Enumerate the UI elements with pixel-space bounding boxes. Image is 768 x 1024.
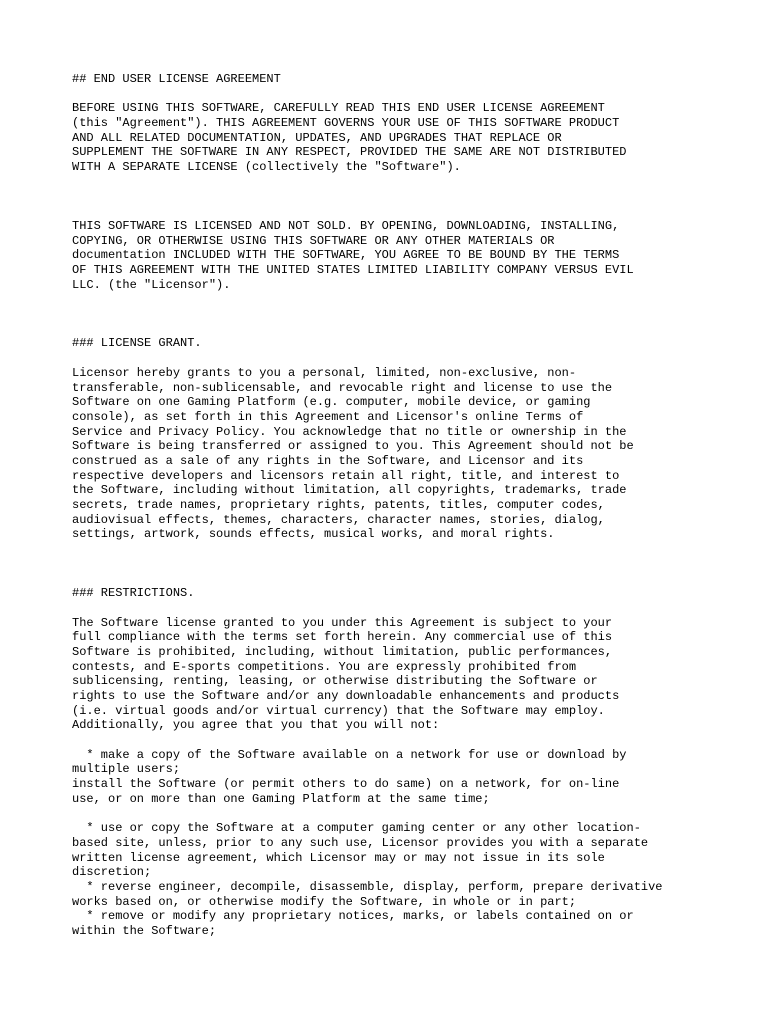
license-document: [72, 72, 712, 939]
bullet-line: within the Software;: [72, 923, 217, 938]
bullet-line: * make a copy of the Software available on a network for use or download by: [72, 747, 627, 762]
restrictions-line: Software is prohibited, including, without limitation, public performances,: [72, 644, 613, 659]
restrictions-bullet-list: [72, 821, 712, 939]
bullet-line: works based on, or otherwise modify the Software, in whole or in part;: [72, 894, 577, 909]
licensed-line: THIS SOFTWARE IS LICENSED AND NOT SOLD. BY OPENING, DOWNLOADING, INSTALLING,: [72, 218, 620, 233]
bullet-line: use, or on more than one Gaming Platform at the same time;: [72, 791, 490, 806]
grant-line: respective developers and licensors retain all right, title, and interest to: [72, 468, 620, 483]
licensed-line: OF THIS AGREEMENT WITH THE UNITED STATES LIMITED LIABILITY COMPANY VERSUS EVIL: [72, 262, 634, 277]
grant-line: transferable, non-sublicensable, and revocable right and license to use the: [72, 380, 613, 395]
grant-line: Software is being transferred or assigned to you. This Agreement should not be: [72, 439, 634, 454]
licensed-paragraph: [72, 219, 712, 292]
licensed-line: COPYING, OR OTHERWISE USING THIS SOFTWARE OR ANY OTHER MATERIALS OR: [72, 233, 555, 248]
heading-restrictions: ### RESTRICTIONS.: [72, 586, 195, 601]
restrictions-line: Additionally, you agree that you that you will not:: [72, 718, 440, 733]
bullet-line: written license agreement, which Licensor may or may not issue in its sole: [72, 850, 605, 865]
grant-line: Service and Privacy Policy. You acknowledge that no title or ownership in the: [72, 424, 627, 439]
restrictions-line: The Software license granted to you under this Agreement is subject to your: [72, 615, 613, 630]
restrictions-line: rights to use the Software and/or any downloadable enhancements and products: [72, 688, 620, 703]
bullet-line: discretion;: [72, 865, 152, 880]
intro-line: (this "Agreement"). THIS AGREEMENT GOVERNS YOUR USE OF THIS SOFTWARE PRODUCT: [72, 116, 620, 131]
bullet-line: multiple users;: [72, 762, 181, 777]
intro-line: WITH A SEPARATE LICENSE (collectively the "Software").: [72, 160, 461, 175]
restrictions-line: (i.e. virtual goods and/or virtual currency) that the Software may employ.: [72, 703, 605, 718]
grant-line: secrets, trade names, proprietary rights, patents, titles, computer codes,: [72, 498, 605, 512]
grant-line: Software on one Gaming Platform (e.g. computer, mobile device, or gaming: [72, 395, 591, 410]
grant-line: construed as a sale of any rights in the Software, and Licensor and its: [72, 453, 584, 468]
bullet-line: install the Software (or permit others to do same) on a network, for on-line: [72, 777, 620, 792]
intro-line: AND ALL RELATED DOCUMENTATION, UPDATES, AND UPGRADES THAT REPLACE OR: [72, 130, 562, 145]
intro-paragraph: [72, 101, 712, 174]
restrictions-line: contests, and E-sports competitions. You are expressly prohibited from: [72, 659, 577, 674]
restrictions-paragraph: [72, 616, 712, 734]
grant-line: settings, artwork, sounds effects, musical works, and moral rights.: [72, 527, 555, 542]
grant-line: Licensor hereby grants to you a personal, limited, non-exclusive, non-: [72, 365, 577, 380]
bullet-line: * use or copy the Software at a computer gaming center or any other location-: [72, 821, 641, 836]
restrictions-line: full compliance with the terms set forth herein. Any commercial use of this: [72, 630, 613, 645]
bullet-line: * reverse engineer, decompile, disassemble, display, perform, prepare derivative: [72, 879, 663, 894]
grant-line: console), as set forth in this Agreement and Licensor's online Terms of: [72, 409, 584, 424]
grant-line: audiovisual effects, themes, characters, character names, stories, dialog,: [72, 512, 605, 527]
heading-license-grant: ### LICENSE GRANT.: [72, 336, 202, 351]
restrictions-bullet-list: [72, 748, 712, 807]
grant-line: the Software, including without limitation, all copyrights, trademarks, trade: [72, 483, 627, 498]
licensed-line: LLC. (the "Licensor").: [72, 277, 231, 292]
licensed-line: documentation INCLUDED WITH THE SOFTWARE, YOU AGREE TO BE BOUND BY THE TERMS: [72, 248, 620, 263]
bullet-line: based site, unless, prior to any such use, Licensor provides you with a separate: [72, 835, 649, 850]
intro-line: SUPPLEMENT THE SOFTWARE IN ANY RESPECT, PROVIDED THE SAME ARE NOT DISTRIBUTED: [72, 145, 627, 160]
bullet-line: * remove or modify any proprietary notices, marks, or labels contained on or: [72, 909, 634, 924]
grant-paragraph: [72, 366, 712, 542]
restrictions-line: sublicensing, renting, leasing, or otherwise distributing the Software or: [72, 674, 598, 689]
intro-line: BEFORE USING THIS SOFTWARE, CAREFULLY READ THIS END USER LICENSE AGREEMENT: [72, 101, 605, 116]
heading-eula: ## END USER LICENSE AGREEMENT: [72, 72, 281, 86]
